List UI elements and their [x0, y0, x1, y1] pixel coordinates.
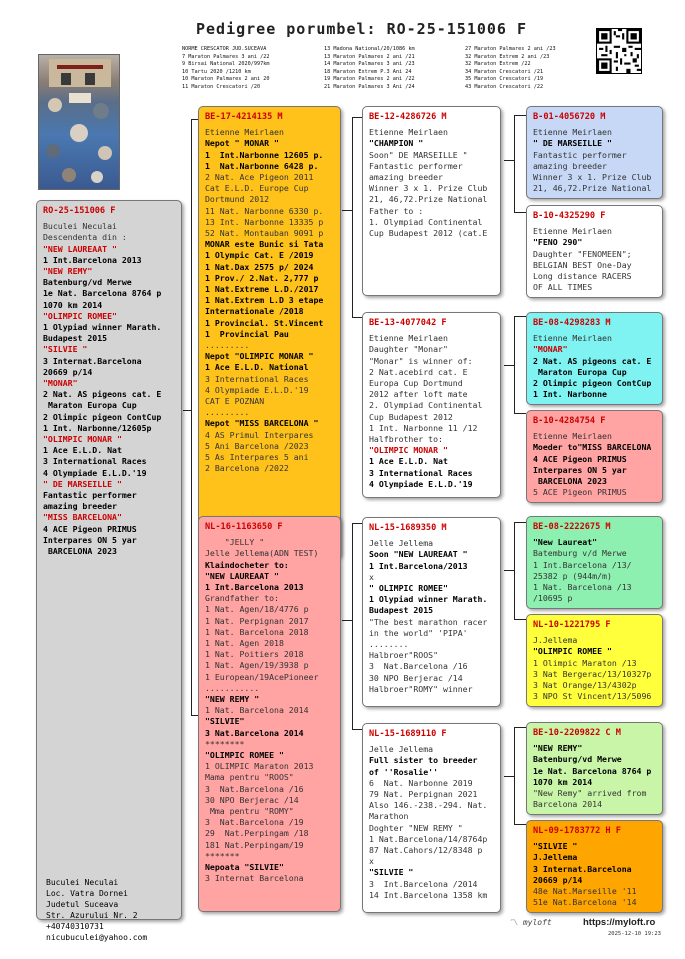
card-line: Nepoata "SILVIE" [205, 862, 284, 873]
card-line: 4 Olympiade E.L.D.'19 [205, 384, 309, 395]
ring-number: BE-10-2209822 C M [533, 728, 621, 738]
ring-number: BE-12-4286726 M [369, 112, 447, 122]
card-line: 21, 46,72.Prize National [533, 183, 652, 194]
card-line: Daughter "FENOMEEN"; [533, 248, 632, 259]
card-line: 1 Int. Narbonne 11 /12 [369, 422, 478, 433]
card-line: Jelle Jellema(ADN TEST) [205, 548, 319, 559]
card-line: 1e Nat. Barcelona 8764 p [533, 765, 652, 776]
page-title: Pedigree porumbel: RO-25-151006 F [196, 20, 528, 38]
card-line: Etienne Meirlaen [533, 226, 612, 237]
card-line: amazing breeder [369, 172, 443, 183]
card-line: 2012 after loft mate [369, 389, 468, 400]
card-line: "MONAR" [533, 344, 568, 355]
card-line: 1 Int.Barcelona 2013 [205, 582, 304, 593]
card-line: "SILVIE" [205, 716, 245, 727]
card-line: 3 Int.Barcelona /2014 [369, 878, 478, 889]
pigeon-photo-collage [38, 54, 120, 190]
results-column-3 [465, 46, 595, 92]
result-line: 14 Maraton Palmares 3 ani /23 [324, 61, 415, 68]
result-line: 13 Madona National/20/1086 km [324, 46, 415, 52]
result-line: 21 Maraton Palmares 3 Ani /24 [324, 83, 415, 90]
result-line: 32 Maraton Extrem /22 [465, 61, 531, 68]
card-line: 1 Nat. Agen/19/3938 p [205, 660, 309, 671]
card-line: 14 Int.Barcelona 1358 km [369, 889, 488, 900]
pedigree-card-dam-sire-dam [526, 614, 663, 707]
card-line: 1 European/19AcePioneer [205, 671, 319, 682]
ring-number: B-01-4056720 M [533, 112, 606, 122]
card-line: "NEW REMY " [205, 694, 260, 705]
pedigree-card-dam-dam [362, 723, 501, 913]
card-line: Buculei Neculai [43, 221, 117, 232]
owner-county: Judetul Suceava [46, 900, 119, 909]
card-line: 3 Internat.Barcelona [533, 863, 632, 874]
print-timestamp: 2025-12-10 19:23 [608, 931, 661, 937]
owner-street: Str. Azurului Nr. 2 [46, 911, 138, 920]
card-line: Also 146.-238.-294. Nat. [369, 800, 488, 811]
result-line: 18 Maraton Extrem P.3 Ani 24 [324, 68, 412, 75]
card-line: 1e Nat. Barcelona 8764 p [43, 288, 162, 299]
ring-number: B-10-4325290 F [533, 211, 606, 221]
result-line: 34 Maraton Crescatori /21 [465, 68, 544, 75]
card-line: Halbroer"ROMY" winner [369, 683, 473, 694]
card-line: 3 Nat.Barcelona /16 [205, 783, 304, 794]
ring-number: BE-08-2222675 M [533, 522, 611, 532]
ring-number: NL-09-1783772 H F [533, 826, 621, 836]
result-line: 11 Maraton Crescatori /20 [182, 83, 261, 90]
result-line: 10 Maraton Palmares 2 ani 20 [182, 76, 270, 83]
card-line: "NEW REMY" [533, 743, 583, 754]
card-line: 30 NPO Berjerac /14 [369, 672, 463, 683]
owner-phone: +40740310731 [46, 922, 104, 931]
card-line: 3 Nat.Barcelona /16 [369, 661, 468, 672]
card-line: Descendenta din : [43, 232, 127, 243]
card-line: 1 Int.Barcelona/2013 [369, 560, 468, 571]
ring-number: BE-13-4077042 F [369, 318, 447, 328]
card-line: 6 Nat. Narbonne 2019 [369, 777, 473, 788]
card-line: 1 Nat.Extrem L.D 3 etape [205, 295, 324, 306]
card-line: in the world" 'PIPA' [369, 627, 468, 638]
card-line: Nepot " MONAR " [205, 138, 279, 149]
card-line: "Monar" is winner of: [369, 355, 473, 366]
card-line: 1 Ace E.L.D. Nat [43, 445, 122, 456]
card-line: 1 Nat. Perpignan 2017 [205, 615, 309, 626]
card-line: Batenburg/vd Merwe [43, 277, 132, 288]
card-line: 1070 km 2014 [43, 299, 103, 310]
card-line: CAT E POZNAN [205, 396, 265, 407]
card-line: "New Laureat" [533, 537, 598, 548]
card-line: ........... [205, 682, 260, 693]
card-line: 1 OLIMPIC Maraton 2013 [205, 761, 314, 772]
card-line: 1 Nat. Barcelona 2014 [205, 705, 309, 716]
card-line: Europa Cup Dortmund [369, 378, 463, 389]
card-line: J.Jellema [533, 635, 578, 646]
card-line: 1070 km 2014 [533, 776, 593, 787]
card-line: "NEW REMY" [43, 266, 93, 277]
pedigree-card-sire-dam-dam [526, 410, 663, 503]
card-line: Etienne Meirlaen [533, 127, 612, 138]
card-line: "SILVIE " [369, 867, 414, 878]
card-line: amazing breeder [43, 501, 117, 512]
card-line: Winner 3 x 1. Prize Club [533, 172, 652, 183]
card-line: Etienne Meirlaen [205, 127, 284, 138]
card-line: 1 Nat.Extreme L.D./2017 [205, 284, 319, 295]
myloft-logo [510, 917, 552, 928]
card-line: Mama pentru "ROOS" [205, 772, 294, 783]
card-line: Cup Budapest 2012 [369, 411, 453, 422]
card-line: Soon" DE MARSEILLE " [369, 149, 468, 160]
card-line: "FENO 290" [533, 237, 583, 248]
pedigree-card-dam-sire-sire [526, 516, 663, 609]
logo-text: myloft [522, 918, 552, 927]
result-line: 43 Maraton Crescatori /22 [465, 83, 544, 90]
card-line: 79 Nat. Perpignan 2021 [369, 789, 478, 800]
card-line: Batemburg v/d Merwe [533, 548, 627, 559]
card-line: 1 Nat. Agen 2018 [205, 638, 284, 649]
card-line: /10695 p [533, 593, 573, 604]
card-line: 3 Internat Barcelona [205, 873, 304, 884]
card-line: Batenburg/vd Merwe [533, 754, 622, 765]
card-line: Interpares ON 5 yar [43, 534, 137, 545]
card-line: Barcelona 2014 [533, 799, 603, 810]
pedigree-card-sire-sire-dam [526, 205, 663, 298]
card-line: 20669 p/14 [533, 874, 583, 885]
card-line: Budapest 2015 [369, 605, 434, 616]
card-line: 1 Nat. Barcelona /13 [533, 582, 632, 593]
result-line: 9 Birsai National 2020/997km [182, 61, 270, 68]
card-line: 25382 p (944m/m) [533, 570, 612, 581]
card-line: OF ALL TIMES [533, 282, 593, 293]
card-line: Internationale /2018 [205, 306, 304, 317]
card-line: x [369, 571, 374, 582]
pedigree-card-sire-dam [362, 312, 501, 498]
card-line: 2. Olympiad Continental [369, 400, 483, 411]
card-line: 1 Nat.Dax 2575 p/ 2024 [205, 261, 314, 272]
ring-number: NL-10-1221795 F [533, 620, 611, 630]
card-line: "SILVIE " [533, 841, 578, 852]
card-line: Dortmund 2012 [205, 194, 270, 205]
qr-code-icon [596, 28, 642, 74]
card-line: 1 Olypiad winner Marath. [369, 594, 488, 605]
card-line: " OLIMPIC ROMEE" [369, 583, 448, 594]
card-line: 1 Ace E.L.D. National [205, 362, 309, 373]
card-line: 1 Int. Narbonne/12605p [43, 422, 152, 433]
card-line: 1 Provincial Pau [205, 328, 289, 339]
card-line: Moeder to"MISS BARCELONA [533, 442, 652, 453]
owner-address [46, 877, 147, 943]
card-line: "OLIMPIC MONAR " [43, 434, 122, 445]
owner-locality: Loc. Vatra Dornei [46, 889, 128, 898]
card-line: " DE MARSEILLE " [43, 478, 122, 489]
card-line: 87 Nat.Cahors/12/8348 p [369, 845, 483, 856]
card-line: 3 International Races [43, 456, 147, 467]
card-line: Winner 3 x 1. Prize Club [369, 183, 488, 194]
card-line: 29 Nat.Perpingam /18 [205, 828, 309, 839]
owner-email[interactable]: nicubuculei@yahoo.com [46, 933, 148, 942]
results-column-1 [182, 46, 322, 92]
pigeon-logo-icon: 〽 [510, 918, 518, 927]
card-line: "OLIMPIC MONAR " [369, 445, 448, 456]
card-line: ......... [205, 407, 250, 418]
card-line: Father to : [369, 205, 424, 216]
card-line: Fantastic performer [369, 160, 463, 171]
result-line: 10 Tartu 2020 /1210 km [182, 68, 251, 75]
result-line: 32 Maraton Extrem 2 ani /23 [465, 53, 550, 60]
card-line: "JELLY " [205, 537, 265, 548]
card-line: Cat E.L.D. Europe Cup [205, 183, 309, 194]
card-line: Soon "NEW LAUREAAT " [369, 549, 468, 560]
result-line: 27 Maraton Palmares 2 ani /23 [465, 46, 556, 52]
card-line: Halfbrother to: [369, 434, 443, 445]
card-line: 1 Olympic Cat. E /2019 [205, 250, 314, 261]
owner-name: Buculei Neculai [46, 878, 119, 887]
card-line: "NEW LAUREAAT " [205, 570, 279, 581]
card-line: Doghter "NEW REMY " [369, 822, 463, 833]
card-line: 51e Nat.Barcelona '14 [533, 897, 637, 908]
card-line: Etienne Meirlaen [533, 431, 612, 442]
result-line: 7 Maraton Palmares 3 ani /22 [182, 53, 270, 60]
card-line: 11 Nat. Narbonne 6330 p. [205, 205, 324, 216]
card-line: BARCELONA 2023 [43, 546, 117, 557]
card-line: x [369, 856, 374, 867]
pedigree-card-dam-dam-dam [526, 820, 663, 913]
card-line: MONAR este Bunic si Tata [205, 239, 324, 250]
card-line: "MONAR" [43, 378, 78, 389]
pedigree-card-dam-dam-sire [526, 722, 663, 815]
card-line: 2 Nat. AS pigeons cat. E [43, 389, 162, 400]
card-line: 3 Nat.Barcelona /19 [205, 817, 304, 828]
card-line: 1 Provincial. St.Vincent [205, 317, 324, 328]
card-line: 4 ACE Pigeon PRIMUS [533, 453, 627, 464]
pedigree-card-sire-sire [362, 106, 501, 296]
card-line: 3 International Races [205, 373, 309, 384]
card-line: 1 Nat. Poitiers 2018 [205, 649, 304, 660]
card-line: Nepot "OLIMPIC MONAR " [205, 351, 314, 362]
card-line: Maraton Europa Cup [533, 366, 627, 377]
ring-number: BE-08-4298283 M [533, 318, 611, 328]
card-line: 4 Olympiade E.L.D.'19 [369, 478, 473, 489]
card-line: Jelle Jellema [369, 538, 434, 549]
card-line: Fantastic performer [43, 490, 137, 501]
card-line: 4 ACE Pigeon PRIMUS [43, 523, 137, 534]
card-line: of ''Rosalie'' [369, 766, 439, 777]
card-line: 2 Olimpic pigeon ContCup [43, 411, 162, 422]
results-column-2 [324, 46, 464, 92]
result-line: 35 Maraton Crescatori /19 [465, 76, 544, 83]
card-line: Cup Budapest 2012 (cat.E [369, 228, 488, 239]
card-line: "OLIMPIC ROMEE" [43, 310, 117, 321]
card-line: 3 International Races [369, 467, 473, 478]
pedigree-card-dam-sire [362, 517, 501, 707]
card-line: Halbroer"ROOS" [369, 650, 439, 661]
card-line: Grandfather to: [205, 593, 279, 604]
ring-number: B-10-4284754 F [533, 416, 606, 426]
card-line: 20669 p/14 [43, 366, 93, 377]
card-line: " DE MARSEILLE " [533, 138, 612, 149]
card-line: 30 NPO Berjerac /14 [205, 794, 299, 805]
card-line: 1 Int.Barcelona 2013 [43, 254, 142, 265]
card-line: 2 Olimpic pigeon ContCup [533, 378, 652, 389]
card-line: Daughter "Monar" [369, 344, 448, 355]
card-line: Budapest 2015 [43, 333, 108, 344]
card-line: 1 Olimpic Maraton /13 [533, 657, 637, 668]
pedigree-card-sire-dam-sire [526, 312, 663, 405]
card-line: Etienne Meirlaen [369, 333, 448, 344]
card-line: Maraton Europa Cup [43, 400, 137, 411]
card-line: 5 As Interpares 5 ani [205, 452, 309, 463]
card-line: 1 Nat.Narbonne 6428 p. [205, 160, 319, 171]
card-line: 5 Ani Barcelona /2023 [205, 440, 309, 451]
pedigree-card-sire-sire-sire [526, 106, 663, 199]
card-line: 1 Nat.Barcelona/14/8764p [369, 833, 488, 844]
card-line: ******** [205, 738, 245, 749]
card-line: 1 Nat. Agen/18/4776 p [205, 604, 309, 615]
card-line: "CHAMPION " [369, 138, 424, 149]
card-line: 1. Olympiad Continental [369, 216, 483, 227]
card-line: 1 Int.Narbonne 12605 p. [205, 149, 324, 160]
card-line: Mma pentru "ROMY" [205, 806, 294, 817]
card-line: Long distance RACERS [533, 271, 632, 282]
card-line: 48e Nat.Marseille '11 [533, 886, 637, 897]
card-line: Fantastic performer [533, 149, 627, 160]
card-line: "NEW LAUREAAT " [43, 243, 117, 254]
card-line: 1 Ace E.L.D. Nat [369, 456, 448, 467]
card-line: 1 Nat. Barcelona 2018 [205, 626, 309, 637]
card-line: 2 Nat.acebird cat. E [369, 366, 468, 377]
card-line: 4 Olympiade E.L.D.'19 [43, 467, 147, 478]
card-line: 1 Olypiad winner Marath. [43, 322, 162, 333]
card-line: 3 Nat.Barcelona 2014 [205, 727, 304, 738]
card-line: 5 ACE Pigeon PRIMUS [533, 487, 627, 498]
result-line: 19 Maraton Palmares 2 ani /22 [324, 76, 415, 83]
card-line: Jelle Jellema [369, 744, 434, 755]
card-line: "SILVIE " [43, 344, 88, 355]
result-line: NORME CRESCATOR JUD.SUCEAVA [182, 46, 267, 52]
card-line: Full sister to breeder [369, 755, 478, 766]
card-line: Marathon [369, 811, 409, 822]
card-line: 3 Nat Orange/13/4302p [533, 680, 637, 691]
pedigree-card-subject [36, 200, 182, 920]
card-line: Etienne Meirlaen [369, 127, 448, 138]
card-line: BARCELONA 2023 [533, 476, 607, 487]
card-line: amazing breeder [533, 160, 607, 171]
card-line: 52 Nat. Montauban 9091 p [205, 228, 324, 239]
card-line: BELGIAN BEST One-Day [533, 259, 632, 270]
card-line: "OLIMPIC ROMEE " [533, 646, 612, 657]
card-line: 13 Int. Narbonne 13335 p [205, 216, 324, 227]
ring-number: NL-15-1689350 M [369, 523, 447, 533]
card-line: 3 NPO St Vincent/13/5096 [533, 691, 652, 702]
card-line: "The best marathon racer [369, 616, 488, 627]
ring-number: NL-15-1689110 F [369, 729, 447, 739]
card-line: Klaindocheter to: [205, 559, 289, 570]
card-line: ******* [205, 850, 240, 861]
card-line: 2 Barcelona /2022 [205, 463, 289, 474]
card-line: 2 Nat. AS pigeons cat. E [533, 355, 652, 366]
pedigree-card-sire [198, 106, 341, 558]
ring-number: NL-16-1163650 F [205, 522, 283, 532]
card-line: 2 Nat. Ace Pigeon 2011 [205, 172, 314, 183]
card-line: "OLIMPIC ROMEE " [205, 750, 284, 761]
pedigree-card-dam [198, 516, 341, 912]
card-line: ........ [369, 639, 409, 650]
card-line: 181 Nat.Perpingam/19 [205, 839, 304, 850]
card-line: 1 Prov./ 2.Nat. 2,777 p [205, 272, 319, 283]
card-line: 3 Nat Bergerac/13/10327p [533, 668, 652, 679]
ring-number: BE-17-4214135 M [205, 112, 283, 122]
card-line: 1 Int. Narbonne [533, 389, 607, 400]
card-line: "New Remy" arrived from [533, 788, 647, 799]
card-line: Etienne Meirlaen [533, 333, 612, 344]
card-line: J.Jellema [533, 852, 578, 863]
ring-number: RO-25-151006 F [43, 206, 116, 216]
site-link[interactable]: https://myloft.ro [583, 917, 656, 928]
card-line: 3 Internat.Barcelona [43, 355, 142, 366]
result-line: 13 Maraton Palmares 2 ani /21 [324, 53, 415, 60]
card-line: 21, 46,72.Prize National [369, 194, 488, 205]
card-line: "MISS BARCELONA" [43, 512, 122, 523]
card-line: 4 AS Primul Interpares [205, 429, 314, 440]
card-line: ......... [205, 340, 250, 351]
card-line: 1 Int.Barcelona /13/ [533, 559, 632, 570]
card-line: Nepot "MISS BARCELONA " [205, 418, 319, 429]
card-line: Interpares ON 5 yar [533, 464, 627, 475]
